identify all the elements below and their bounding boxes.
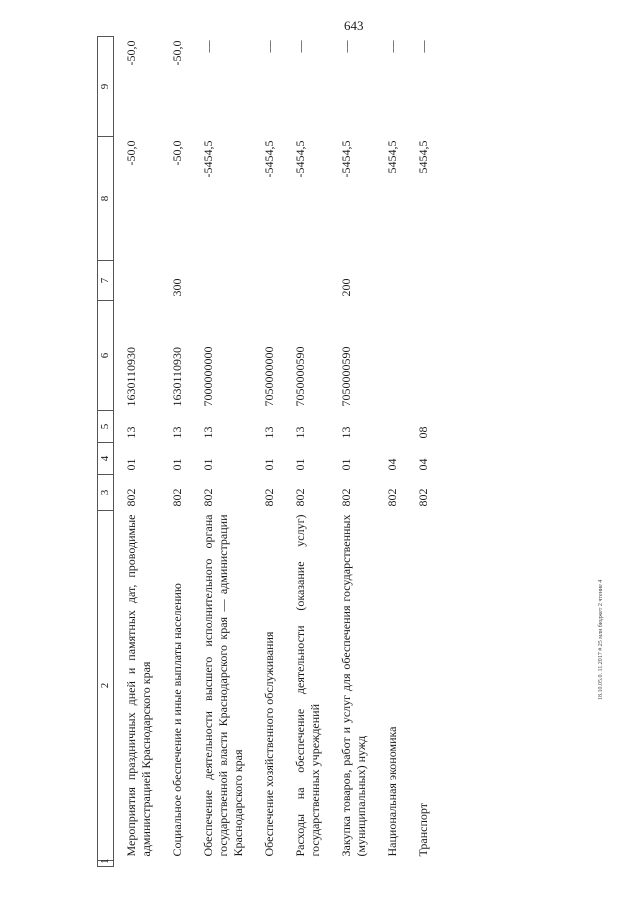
row-c3: 802 <box>385 488 399 507</box>
row-c3: 802 <box>339 488 353 507</box>
row-c4: 04 <box>385 458 399 471</box>
table-row <box>114 37 161 867</box>
table-row <box>329 37 375 867</box>
row-c9: -50,0 <box>170 40 184 66</box>
row-name: Обеспечение деятельности высшего исполнительного органа государственной власти Краснодарского края — администрации Краснодарского края <box>201 514 245 857</box>
row-c7 <box>191 261 252 301</box>
page-number: 643 <box>344 18 364 33</box>
row-c3: 802 <box>416 488 430 507</box>
row-c7 <box>406 261 437 301</box>
row-c5 <box>375 411 406 443</box>
row-c5: 13 <box>170 426 184 439</box>
row-c9: — <box>385 40 399 53</box>
row-c3: 802 <box>124 488 138 507</box>
row-c4: 01 <box>262 458 276 471</box>
budget-table-rotated <box>97 37 617 867</box>
table-row <box>252 37 283 867</box>
header-row <box>98 37 114 867</box>
row-c8: 5454,5 <box>385 140 399 174</box>
budget-table <box>97 36 437 867</box>
row-name: Мероприятия праздничных дней и памятных дат, проводимые администрацией Краснодарского края <box>124 514 153 857</box>
row-name: Транспорт <box>416 803 430 857</box>
row-c4: 04 <box>416 458 430 471</box>
table-row <box>406 37 437 867</box>
row-c5: 13 <box>339 426 353 439</box>
row-name: Расходы на обеспечение деятельности (оказание услуг) государственных учреждений <box>293 514 322 857</box>
row-c9: — <box>293 40 307 53</box>
row-c6: 1630110930 <box>170 346 184 407</box>
header-col-5: 5 <box>98 411 114 443</box>
row-c8: -5454,5 <box>293 140 307 178</box>
footer-document-code: 18.10.05.0. 11.2017 # 25 млн бюджет 2 чтение 4 <box>598 579 604 700</box>
row-c8: -50,0 <box>124 140 138 166</box>
row-c8: -5454,5 <box>262 140 276 178</box>
row-c8: 5454,5 <box>416 140 430 174</box>
header-col-7: 7 <box>98 261 114 301</box>
header-col-9: 9 <box>98 37 114 137</box>
header-col-2: 2 <box>98 511 114 861</box>
row-c6: 1630110930 <box>124 346 138 407</box>
row-c8: -5454,5 <box>201 140 215 178</box>
header-col-3: 3 <box>98 475 114 511</box>
row-c5: 13 <box>262 426 276 439</box>
row-c3: 802 <box>170 488 184 507</box>
header-col-6: 6 <box>98 301 114 411</box>
row-c9: — <box>416 40 430 53</box>
row-c5: 13 <box>201 426 215 439</box>
row-c4: 01 <box>170 458 184 471</box>
row-c7 <box>375 261 406 301</box>
row-name: Социальное обеспечение и иные выплаты населению <box>170 583 184 857</box>
row-c7 <box>114 261 161 301</box>
header-col-4: 4 <box>98 443 114 475</box>
row-c6: 7000000000 <box>201 346 215 407</box>
row-c4: 01 <box>339 458 353 471</box>
row-name: Обеспечение хозяйственного обслуживания <box>262 631 276 857</box>
table-row <box>283 37 329 867</box>
row-c9: -50,0 <box>124 40 138 66</box>
row-c3: 802 <box>201 488 215 507</box>
header-col-1: 1 <box>98 861 114 867</box>
row-c5: 13 <box>293 426 307 439</box>
row-c3: 802 <box>293 488 307 507</box>
row-c8: -5454,5 <box>339 140 353 178</box>
row-c7 <box>252 261 283 301</box>
row-c7: 200 <box>339 278 353 297</box>
row-c6: 7050000590 <box>293 346 307 407</box>
row-c6 <box>375 301 406 411</box>
row-c6: 7050000590 <box>339 346 353 407</box>
row-c5: 08 <box>416 426 430 439</box>
row-c4: 01 <box>124 458 138 471</box>
row-c4: 01 <box>201 458 215 471</box>
header-col-8: 8 <box>98 137 114 261</box>
row-c6: 7050000000 <box>262 346 276 407</box>
row-c3: 802 <box>262 488 276 507</box>
row-c8: -50,0 <box>170 140 184 166</box>
row-c9: — <box>339 40 353 53</box>
row-c6 <box>406 301 437 411</box>
table-row <box>375 37 406 867</box>
table-row <box>160 37 191 867</box>
row-name: Национальная экономика <box>385 726 399 857</box>
table-row <box>191 37 252 867</box>
row-name: Закупка товаров, работ и услуг для обеспечения государственных (муниципальных) нужд <box>339 514 368 857</box>
row-c9: — <box>201 40 215 53</box>
row-c9: — <box>262 40 276 53</box>
row-c7 <box>283 261 329 301</box>
row-c7: 300 <box>170 278 184 297</box>
row-c4: 01 <box>293 458 307 471</box>
row-c5: 13 <box>124 426 138 439</box>
